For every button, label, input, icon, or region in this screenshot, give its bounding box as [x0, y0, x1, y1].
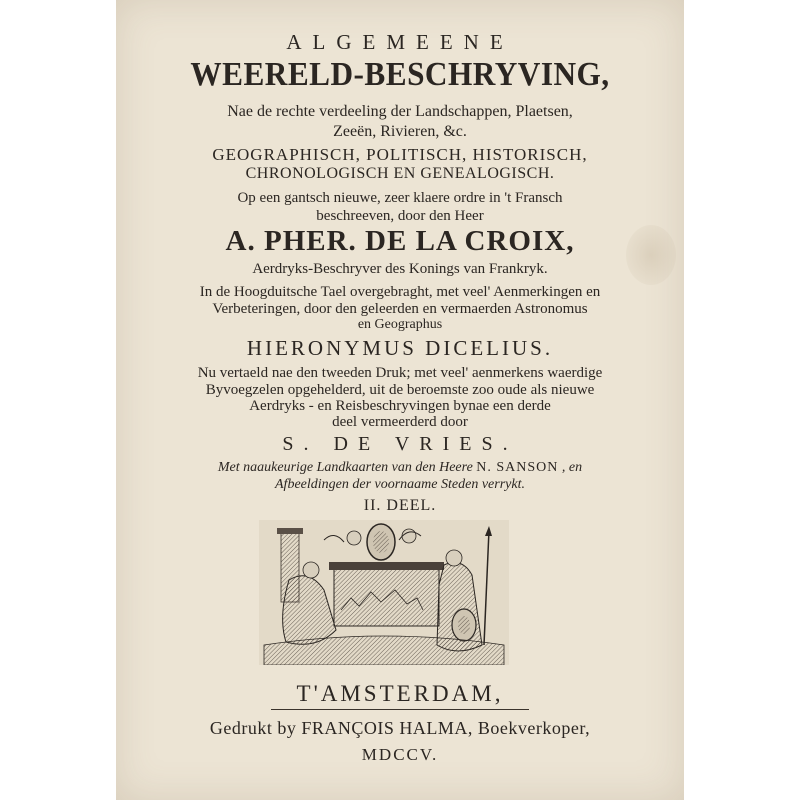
title-page: [116, 0, 684, 800]
sanson-name: N. SANSON: [476, 460, 559, 475]
engraved-allegorical-vignette-icon: [259, 520, 509, 665]
heading-algemeene: ALGEMEENE: [286, 30, 514, 54]
edition-line-3: Aerdryks - en Reisbeschryvingen bynae een derde: [249, 398, 551, 414]
maps-line-1: [116, 461, 684, 475]
subtitle-line-1: Nae de rechte verdeeling der Landschappen, Plaetsen,: [227, 103, 573, 120]
author-name: A. PHER. DE LA CROIX,: [225, 225, 575, 257]
descriptor-line-1: GEOGRAPHISCH, POLITISCH, HISTORISCH,: [212, 145, 588, 164]
author-intro-line-2: beschreeven, door den Heer: [316, 208, 484, 224]
translator-name: HIERONYMUS DICELIUS.: [246, 336, 554, 360]
translation-line-2: Verbeteringen, door den geleerden en vermaerden Astronomus: [212, 301, 588, 317]
descriptor-line-2: CHRONOLOGISCH EN GENEALOGISCH.: [245, 165, 555, 182]
place-of-publication: T'AMSTERDAM,: [296, 681, 504, 706]
edition-line-4: deel vermeerderd door: [332, 414, 468, 430]
maps-line-1-pre: Met naaukeurige Landkaarten van den Heere: [217, 460, 473, 475]
author-intro-line-1: Op een gantsch nieuwe, zeer klaere ordre in 't Fransch: [237, 190, 563, 206]
editor-name: S. DE VRIES.: [282, 433, 518, 455]
maps-line-2: Afbeeldingen der voornaame Steden verrykt.: [275, 477, 525, 492]
maps-line-1-post: , en: [561, 460, 583, 475]
volume-label: II. DEEL.: [363, 497, 437, 514]
imprint-divider: [271, 709, 529, 710]
publication-year: MDCCV.: [361, 745, 439, 764]
main-title: WEERELD-BESCHRYVING,: [190, 56, 610, 93]
translation-line-3: en Geographus: [357, 317, 443, 332]
edition-line-2: Byvoegzelen opgehelderd, uit de beroemste zoo oude als nieuwe: [205, 382, 595, 398]
printer-line: Gedrukt by FRANÇOIS HALMA, Boekverkoper,: [209, 718, 591, 738]
author-title: Aerdryks-Beschryver des Konings van Frankryk.: [252, 261, 548, 277]
edition-line-1: Nu vertaeld nae den tweeden Druk; met veel' aenmerkens waerdige: [197, 365, 603, 381]
subtitle-line-2: Zeeën, Rivieren, &c.: [333, 123, 467, 140]
translation-line-1: In de Hoogduitsche Tael overgebraght, met veel' Aenmerkingen en: [199, 284, 601, 300]
